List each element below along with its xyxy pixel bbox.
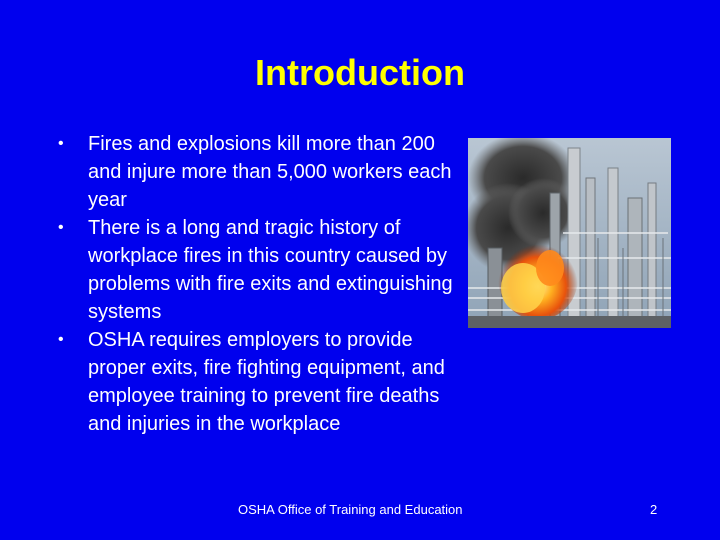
bullet-text: Fires and explosions kill more than 200 and injure more than 5,000 workers each year (88, 133, 452, 211)
bullet-text: OSHA requires employers to provide proper exits, fire fighting equipment, and employee training to prevent fire deaths and injuries in the workplace (88, 329, 445, 435)
bullet-item (58, 130, 458, 214)
refinery-fire-image (468, 138, 671, 328)
bullet-list (58, 130, 458, 438)
bullet-item (58, 326, 458, 438)
bullet-item (58, 214, 458, 326)
footer-text: OSHA Office of Training and Education (238, 502, 463, 517)
bullet-text: There is a long and tragic history of workplace fires in this country caused by problems with fire exits and extinguishing systems (88, 217, 453, 323)
refinery-fire-photo (468, 138, 671, 328)
slide-title: Introduction (255, 52, 465, 93)
bullet-icon: • (58, 331, 64, 348)
bullet-icon: • (58, 135, 64, 152)
page-number: 2 (650, 502, 658, 517)
bullet-icon: • (58, 219, 64, 236)
